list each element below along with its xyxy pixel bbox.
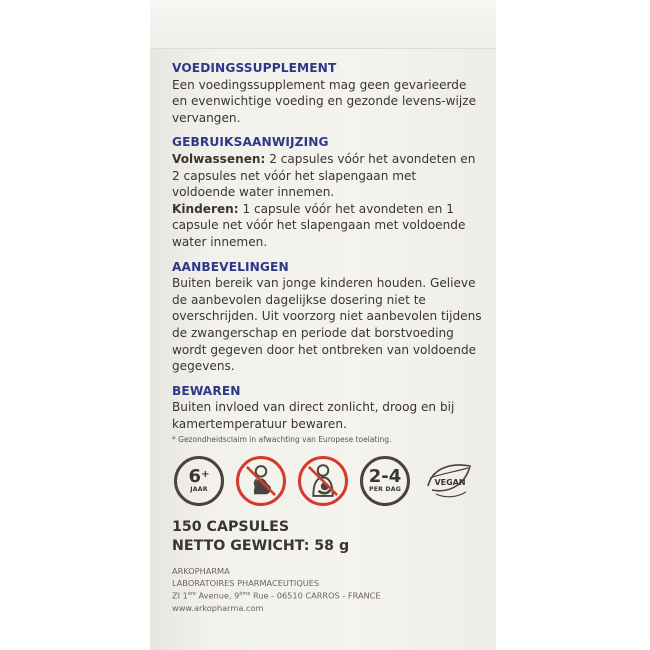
usage-children — [172, 201, 482, 251]
recommendations-text: Buiten bereik van jonge kinderen houden. Gelieve de aanbevolen dagelijkse dosering niet te overschrijden. Uit voorzorg niet aanbevolen tijdens de zwangerschap en periode dat borstvoeding wordt gegeven door het ontbreken van voldoende gegevens. — [172, 276, 482, 374]
adults-text: 2 capsules vóór het avondeten en 2 capsules net vóór het slapengaan met voldoende water innemen. — [172, 151, 476, 200]
usage-heading: GEBRUIKSAANWIJZING — [172, 135, 329, 150]
pictogram-row — [174, 456, 478, 512]
children-label: Kinderen: — [172, 201, 239, 216]
package-side-panel — [150, 0, 496, 650]
storage-heading: BEWAREN — [172, 383, 241, 398]
supplement-heading: VOEDINGSSUPPLEMENT — [172, 61, 337, 75]
supplement-section — [172, 60, 482, 126]
dose-per-day-icon — [360, 456, 410, 506]
no-pregnancy-icon — [236, 456, 286, 506]
recommendations-section — [172, 259, 482, 375]
address-sup-2: ème — [239, 591, 251, 598]
address-sup-1: ère — [187, 591, 196, 598]
usage-section — [172, 134, 482, 250]
storage-text: Buiten invloed van direct zonlicht, droog en bij kamertemperatuur bewaren. — [172, 400, 455, 431]
age-6-plus-icon — [174, 456, 224, 506]
product-quantity — [172, 518, 482, 556]
adults-label: Volwassenen: — [172, 151, 266, 166]
label-text — [172, 60, 482, 453]
storage-section — [172, 383, 482, 433]
vegan-icon — [422, 456, 478, 506]
age-plus: + — [201, 469, 210, 480]
company-info — [172, 566, 482, 615]
recommendations-heading: AANBEVELINGEN — [172, 259, 289, 274]
age-label: JAAR — [190, 486, 208, 493]
vegan-label: VEGAN — [434, 478, 466, 487]
age-number: 6 — [188, 466, 202, 487]
dose-number: 2-4 — [368, 466, 402, 487]
capsule-count: 150 CAPSULES — [172, 519, 290, 535]
address-part-3: Rue - 06510 CARROS - FRANCE — [250, 591, 381, 602]
company-name: ARKOPHARMA — [172, 566, 230, 576]
package-top-flap — [150, 0, 496, 49]
company-division: LABORATOIRES PHARMACEUTIQUES — [172, 577, 320, 588]
health-claim-footnote: * Gezondheidsclaim in afwachting van Europese toelating. — [172, 435, 392, 445]
supplement-text: Een voedingssupplement mag geen gevarieerde en evenwichtige voeding en gezonde levens-wijze vervangen. — [172, 77, 477, 125]
net-weight: NETTO GEWICHT: 58 g — [172, 538, 350, 554]
address-part-2: Avenue, 9 — [195, 591, 240, 602]
company-address — [172, 589, 482, 602]
usage-adults — [172, 151, 482, 201]
address-part-1: ZI 1 — [172, 591, 188, 602]
no-breastfeeding-icon — [298, 456, 348, 506]
vegan-leaf-badge — [422, 456, 478, 506]
company-website: www.arkopharma.com — [172, 602, 264, 613]
children-text: 1 capsule vóór het avondeten en 1 capsule net vóór het slapengaan met voldoende water innemen. — [172, 201, 466, 249]
dose-label: PER DAG — [368, 486, 402, 493]
